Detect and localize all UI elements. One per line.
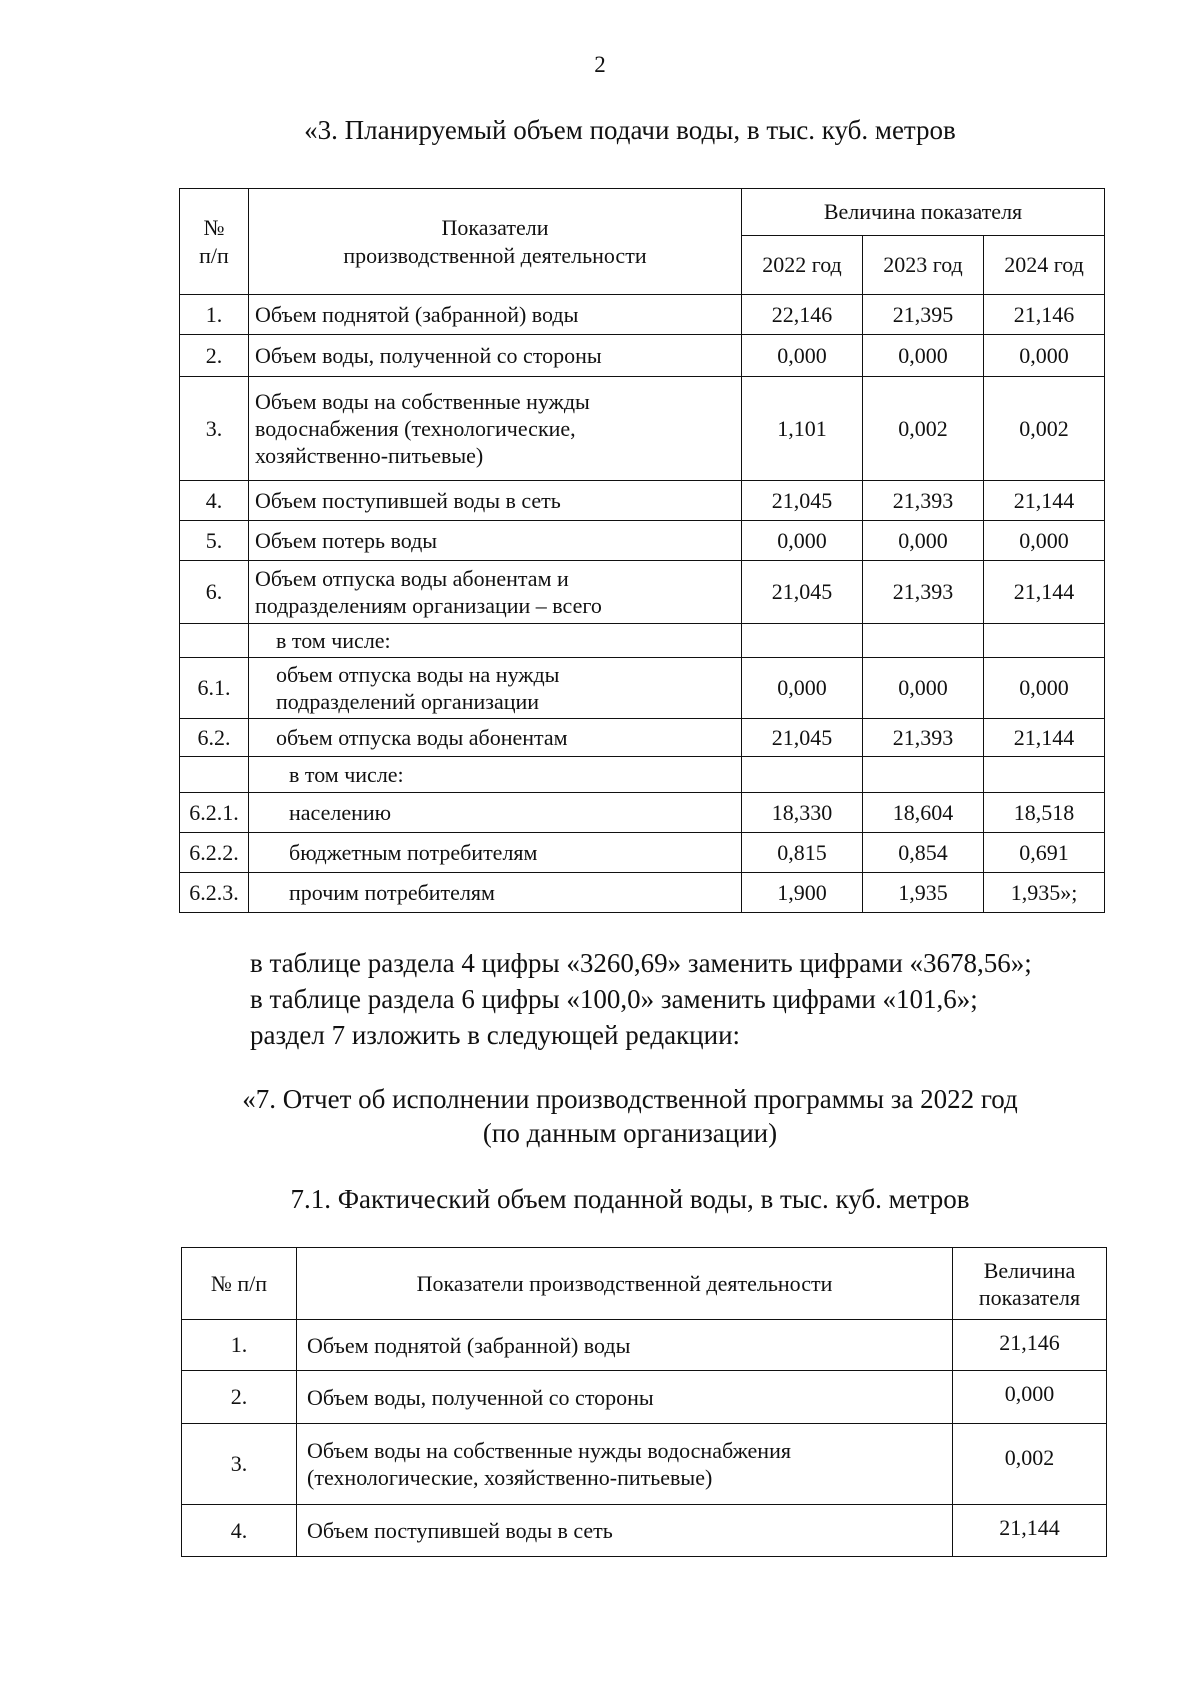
row-value: 21,393: [863, 561, 984, 624]
row-value: [742, 757, 863, 793]
header-year: 2022 год: [742, 236, 863, 295]
row-name: Объем воды на собственные нужды водоснабжения (технологические, хозяйственно-питьевые): [297, 1424, 953, 1505]
row-value: 21,144: [984, 481, 1105, 521]
table-row: [180, 481, 1105, 521]
section7-title: [30, 1082, 1200, 1150]
row-value: [863, 757, 984, 793]
header-num: № п/п: [180, 189, 249, 295]
row-name: Объем воды, полученной со стороны: [249, 335, 742, 377]
row-value: 0,000: [984, 658, 1105, 719]
row-value: 0,000: [984, 521, 1105, 561]
row-name: в том числе:: [249, 757, 742, 793]
row-num: 1.: [182, 1320, 297, 1371]
row-value: 21,146: [984, 295, 1105, 335]
row-value: [742, 624, 863, 658]
row-num: 2.: [180, 335, 249, 377]
row-value: 0,002: [953, 1424, 1107, 1505]
row-value: 1,935: [863, 873, 984, 913]
row-value: 21,045: [742, 719, 863, 757]
table-row: [182, 1424, 1107, 1505]
row-num: 4.: [180, 481, 249, 521]
row-num: 6.: [180, 561, 249, 624]
row-num: 6.2.: [180, 719, 249, 757]
table-header-row: [182, 1248, 1107, 1320]
section7-title-line1: «7. Отчет об исполнении производственной программы за 2022 год: [242, 1084, 1018, 1114]
section7-title-line2: (по данным организации): [482, 1118, 778, 1148]
row-num: 5.: [180, 521, 249, 561]
row-value: 0,000: [984, 335, 1105, 377]
row-value: 1,101: [742, 377, 863, 481]
header-year: 2023 год: [863, 236, 984, 295]
row-name: Объем поступившей воды в сеть: [297, 1505, 953, 1557]
row-value: 21,393: [863, 719, 984, 757]
table-row: [180, 873, 1105, 913]
actual-water-volume-table: [181, 1247, 1107, 1557]
row-value: 0,854: [863, 833, 984, 873]
row-value: 21,146: [953, 1320, 1107, 1371]
row-value: 1,900: [742, 873, 863, 913]
row-value: 21,144: [984, 719, 1105, 757]
row-name: объем отпуска воды абонентам: [249, 719, 742, 757]
row-num: 1.: [180, 295, 249, 335]
row-num: 4.: [182, 1505, 297, 1557]
row-value: 21,045: [742, 561, 863, 624]
row-value: 0,000: [742, 335, 863, 377]
header-name: Показатели производственной деятельности: [297, 1248, 953, 1320]
row-value: 0,000: [742, 658, 863, 719]
table3-title: «3. Планируемый объем подачи воды, в тыс. куб. метров: [304, 115, 956, 145]
row-value: 0,000: [953, 1371, 1107, 1424]
row-value: 0,002: [863, 377, 984, 481]
row-name: прочим потребителям: [249, 873, 742, 913]
row-name: Объем потерь воды: [249, 521, 742, 561]
row-value: 18,604: [863, 793, 984, 833]
row-name: Объем поднятой (забранной) воды: [297, 1320, 953, 1371]
table-row: [180, 377, 1105, 481]
table-row: [180, 757, 1105, 793]
row-name: населению: [249, 793, 742, 833]
amendment-paragraph: [250, 945, 1032, 1053]
planned-water-volume-table: [179, 188, 1105, 913]
table71-title: 7.1. Фактический объем поданной воды, в тыс. куб. метров: [290, 1184, 970, 1214]
row-num: 3.: [182, 1424, 297, 1505]
row-value: 0,000: [742, 521, 863, 561]
row-name: Объем воды на собственные нужды водоснабжения (технологические, хозяйственно-питьевые): [249, 377, 742, 481]
row-value: 0,000: [863, 335, 984, 377]
row-value: 21,395: [863, 295, 984, 335]
row-value: 21,144: [984, 561, 1105, 624]
row-name: Объем отпуска воды абонентам и подразделениям организации – всего: [249, 561, 742, 624]
table-row: [180, 521, 1105, 561]
row-name: Объем воды, полученной со стороны: [297, 1371, 953, 1424]
row-value: 18,330: [742, 793, 863, 833]
header-value: Величина показателя: [953, 1248, 1107, 1320]
row-num: [180, 757, 249, 793]
table-row: [180, 793, 1105, 833]
paragraph-line: в таблице раздела 4 цифры «3260,69» заменить цифрами «3678,56»;: [250, 948, 1032, 978]
row-num: 6.2.2.: [180, 833, 249, 873]
table-row: [180, 295, 1105, 335]
header-group: Величина показателя: [742, 189, 1105, 236]
row-name: Объем поступившей воды в сеть: [249, 481, 742, 521]
row-value: 21,393: [863, 481, 984, 521]
row-value: 0,000: [863, 521, 984, 561]
paragraph-line: в таблице раздела 6 цифры «100,0» заменить цифрами «101,6»;: [250, 984, 978, 1014]
row-value: 18,518: [984, 793, 1105, 833]
table-header-row: [180, 189, 1105, 236]
row-num: 6.2.1.: [180, 793, 249, 833]
table-row: [180, 719, 1105, 757]
row-num: 3.: [180, 377, 249, 481]
row-name: в том числе:: [249, 624, 742, 658]
row-num: [180, 624, 249, 658]
row-num: 2.: [182, 1371, 297, 1424]
table-row: [180, 335, 1105, 377]
row-value: 22,146: [742, 295, 863, 335]
header-num: № п/п: [182, 1248, 297, 1320]
table-row: [180, 561, 1105, 624]
row-value: 21,045: [742, 481, 863, 521]
table-row: [182, 1505, 1107, 1557]
row-name: объем отпуска воды на нужды подразделений организации: [249, 658, 742, 719]
row-value: 0,000: [863, 658, 984, 719]
row-value: 0,815: [742, 833, 863, 873]
table-row: [182, 1371, 1107, 1424]
row-value: 1,935»;: [984, 873, 1105, 913]
row-num: 6.1.: [180, 658, 249, 719]
row-name: Объем поднятой (забранной) воды: [249, 295, 742, 335]
row-value: [984, 624, 1105, 658]
table-row: [180, 658, 1105, 719]
row-value: 0,002: [984, 377, 1105, 481]
row-value: [984, 757, 1105, 793]
table-row: [182, 1320, 1107, 1371]
table-row: [180, 624, 1105, 658]
paragraph-line: раздел 7 изложить в следующей редакции:: [250, 1020, 741, 1050]
row-value: [863, 624, 984, 658]
table-row: [180, 833, 1105, 873]
row-num: 6.2.3.: [180, 873, 249, 913]
header-year: 2024 год: [984, 236, 1105, 295]
header-name: Показатели производственной деятельности: [249, 189, 742, 295]
page-number: 2: [594, 52, 606, 77]
row-value: 21,144: [953, 1505, 1107, 1557]
row-name: бюджетным потребителям: [249, 833, 742, 873]
row-value: 0,691: [984, 833, 1105, 873]
